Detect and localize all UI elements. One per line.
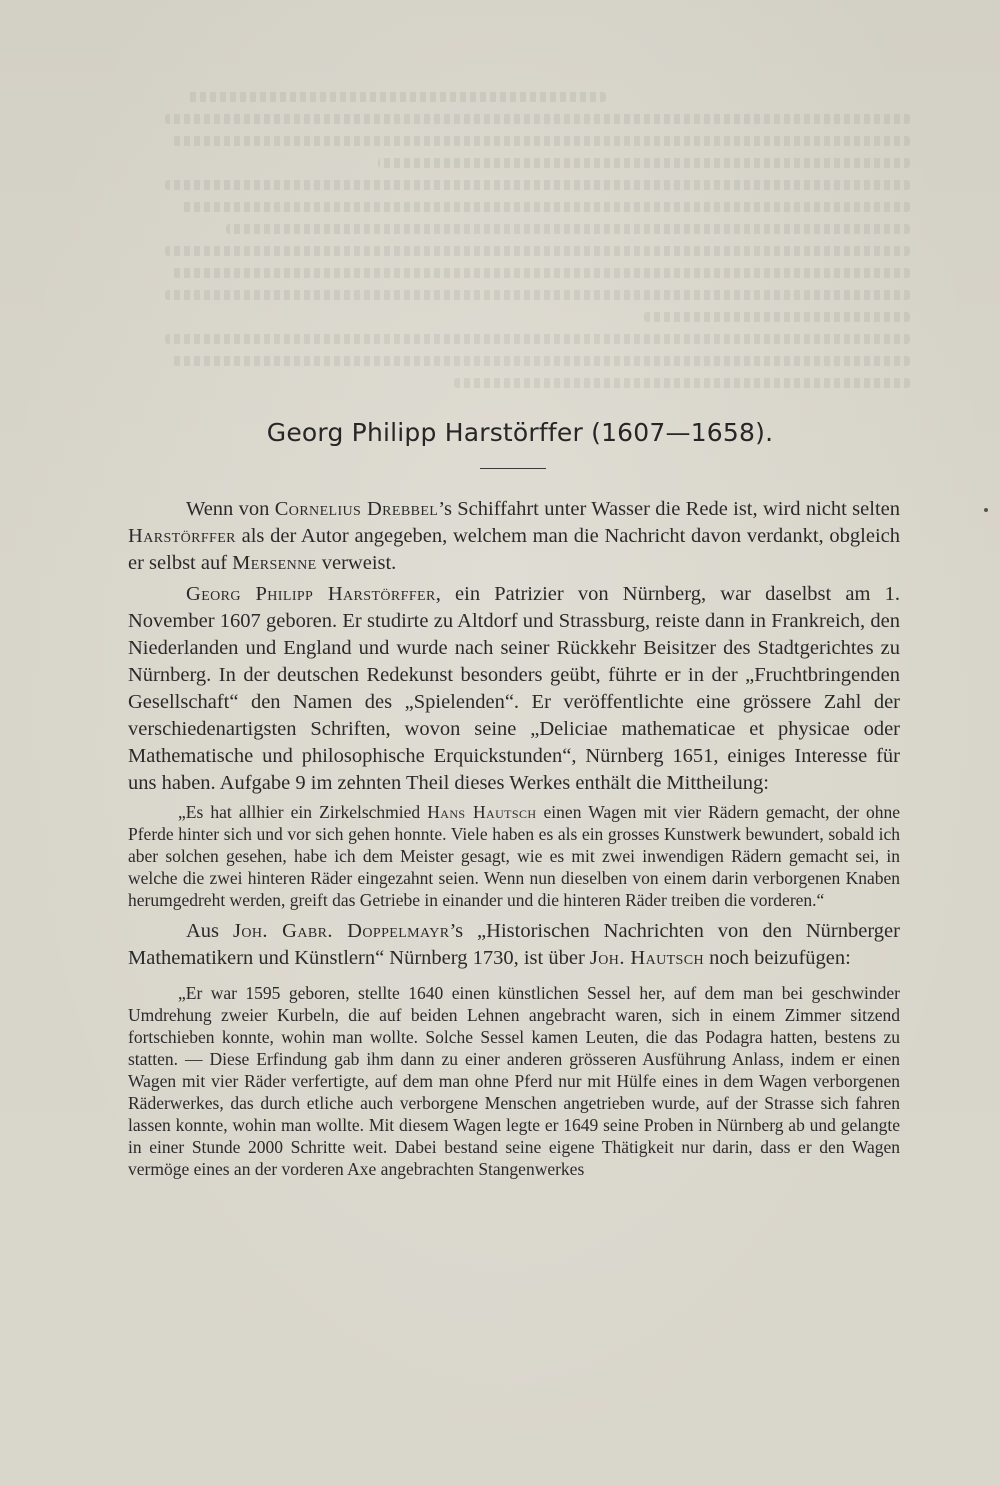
page-speck [984, 508, 988, 512]
text-run: Aus [186, 920, 233, 942]
quote-hautsch-wagon [128, 801, 900, 911]
person-name: Hans Hautsch [427, 802, 537, 822]
article-body [128, 494, 900, 1180]
person-name: Joh. Hautsch [589, 947, 704, 969]
text-run: „Es hat allhier ein Zirkelschmied [178, 802, 428, 822]
person-name: Cornelius Drebbel [274, 498, 439, 520]
person-name: Harstörffer [128, 525, 236, 547]
paragraph-harstoerffer-bio [128, 581, 900, 797]
person-name: Georg Philipp Harstörffer [186, 583, 436, 605]
text-run: ’s Schiffahrt unter Wasser die Rede ist, wird nicht selten [438, 498, 901, 520]
text-run: Wenn von [186, 498, 275, 520]
article-title: Georg Philipp Harstörffer (1607—1658). [266, 418, 774, 447]
quote-hautsch-chair [128, 982, 900, 1180]
text-run: , ein Patrizier von Nürnberg, war daselbst am 1. November 1607 geboren. Er studirte zu Altdorf und Strassburg, reiste dann in Frankreich, den Niederlanden und England und wurde nach seiner Rückkehr Beisitzer des Stadtgerichtes zu Nürnberg. In der deutschen Redekunst besonders geübt, führte er in der „Fruchtbringenden Gesellschaft“ den Namen des „Spielenden“. Er veröffentlichte eine grössere Zahl der verschiedenartigsten Schriften, wovon seine „Deliciae mathematicae et physicae oder Mathematische und philosophische Erquickstunden“, Nürnberg 1651, einiges Interesse für uns haben. Aufgabe 9 im zehnten Theil dieses Werkes enthält die Mittheilung: [128, 583, 900, 794]
text-run: ’s „Historischen Nachrichten von den Nürnberger Mathematikern und Künstlern“ Nürnberg 1730, ist über [128, 920, 900, 969]
bleed-through-text [150, 80, 910, 440]
text-run: verweist. [316, 552, 397, 574]
text-run: einen Wagen mit vier Rädern gemacht, der ohne Pferde hinter sich und vor sich gehen honnte. Viele haben es als ein grosses Kunstwerk bewundert, sobald ich aber solchen gesehen, habe ich dem Meister gesagt, wie es mit zwei inwendigen Rädern gemacht sei, in welche die zwei hinteren Räder eingezahnt seien. Wenn nun dieselben von einem darin verborgenen Knaben herumgedreht werden, greift das Getriebe in einander und die hinteren Räder treiben die vorderen.“ [128, 802, 900, 910]
paragraph-doppelmayr [128, 918, 900, 972]
person-name: Mersenne [232, 552, 317, 574]
person-name: Joh. Gabr. Doppelmayr [232, 920, 450, 942]
title-rule [480, 468, 546, 469]
text-run: „Er war 1595 geboren, stellte 1640 einen künstlichen Sessel her, auf dem man bei geschwinder Umdrehung zweier Kurbeln, die auf beiden Lehnen angebracht waren, sich in einem Zimmer sitzend fortschieben konnte, wohin man wollte. Solche Sessel kamen Leuten, die das Podagra hatten, bestens zu statten. — Diese Erfindung gab ihm dann zu einer anderen grösseren Ausführung Anlass, indem er einen Wagen mit vier Räder verfertigte, auf dem man ohne Pferd nur mit Hülfe eines in dem Wagen verborgenen Räderwerkes, das durch etliche auch verborgene Menschen angetrieben wurde, auf der Strasse sich fahren lassen konnte, wohin man wollte. Mit diesem Wagen legte er 1649 seine Proben in Nürnberg ab und gelangte in einer Stunde 2000 Schritte weit. Dabei bestand seine eigene Thätigkeit nur darin, dass er den Wagen vermöge eines an der vorderen Axe angebrachten Stangenwerkes [128, 983, 900, 1179]
text-run: noch beizufügen: [703, 947, 851, 969]
text-run: als der Autor angegeben, welchem man die Nachricht davon verdankt, obgleich er selbst auf [128, 525, 900, 574]
paragraph-drebbel [128, 496, 900, 577]
